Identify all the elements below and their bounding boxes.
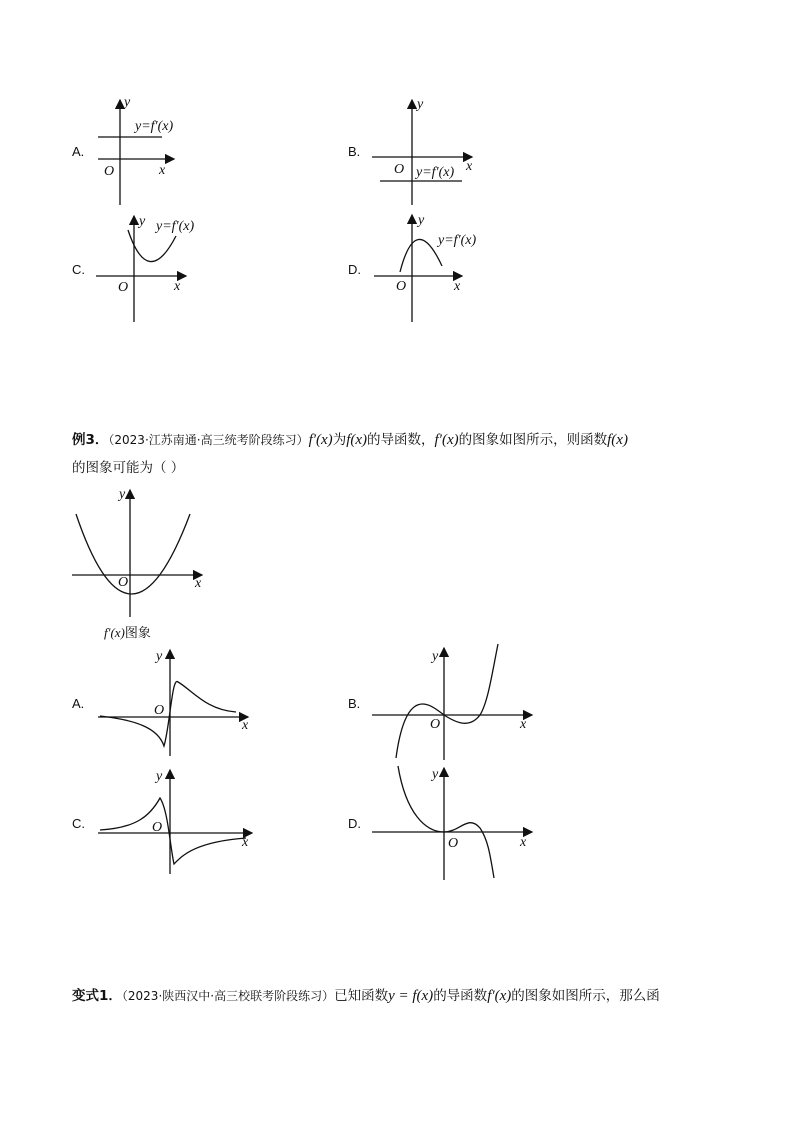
curve-label: y=f′(x) (438, 233, 477, 248)
x-axis-label: x (242, 718, 249, 733)
x-axis-label: x (174, 279, 181, 294)
option-d-label[interactable]: D. (348, 262, 361, 277)
derivative-curve (400, 239, 442, 272)
x-axis-label: x (466, 159, 473, 174)
choice-c-label[interactable]: C. (72, 816, 85, 831)
origin-label: O (104, 164, 115, 179)
derivative-curve (128, 230, 176, 262)
example3-line2: 的图象可能为（ ） (72, 460, 185, 476)
derivative-curve (76, 514, 190, 594)
y-axis-label: y (417, 97, 424, 112)
function-curve (100, 682, 236, 746)
y-axis-label: y (124, 95, 131, 110)
y-axis-label: y (119, 487, 126, 502)
function-curve (396, 644, 498, 758)
origin-label: O (118, 280, 129, 295)
variant1-heading: 变式1． (72, 988, 122, 1004)
choice-b-graph[interactable] (370, 644, 540, 762)
example3-caption: f′(x)图象 (104, 625, 151, 641)
origin-label: O (448, 836, 459, 851)
curve-label: y=f′(x) (135, 119, 174, 134)
y-axis-label: y (139, 214, 146, 229)
variant1-source: （2023·陕西汉中·高三校联考阶段练习） (121, 989, 335, 1003)
math-f: f(x) (607, 432, 628, 448)
math-fprime: f′(x) (487, 988, 512, 1004)
y-axis-label: y (432, 767, 439, 782)
curve-label: y=f′(x) (416, 165, 455, 180)
variant1-line1: 变式1．（2023·陕西汉中·高三校联考阶段练习）已知函数y = f(x)的导函数f′(x)的图象如图所示，那么函 (72, 988, 660, 1004)
x-axis-label: x (195, 576, 202, 591)
math-f: f(x) (346, 432, 368, 448)
choice-d-label[interactable]: D. (348, 816, 361, 831)
math-fprime: f′(x) (434, 432, 459, 448)
y-axis-label: y (156, 649, 163, 664)
example3-source: （2023·江苏南通·高三统考阶段练习） (108, 433, 309, 447)
example3-heading: 例3． (72, 432, 109, 448)
option-a-graph[interactable] (92, 92, 182, 207)
choice-a-label[interactable]: A. (72, 696, 85, 711)
option-a-label[interactable]: A. (72, 144, 85, 159)
origin-label: O (118, 575, 129, 590)
x-axis-label: x (454, 279, 461, 294)
origin-label: O (430, 717, 441, 732)
example3-line1: 例3．（2023·江苏南通·高三统考阶段练习）f′(x)为f(x)的导函数，f′(x)的图象如图所示，则函数f(x) (72, 432, 628, 448)
y-axis-label: y (156, 769, 163, 784)
origin-label: O (396, 279, 407, 294)
option-c-label[interactable]: C. (72, 262, 85, 277)
y-axis-label: y (418, 213, 425, 228)
choice-b-label[interactable]: B. (348, 696, 361, 711)
curve-label: y=f′(x) (156, 219, 195, 234)
choice-c-graph[interactable] (96, 766, 266, 876)
x-axis-label: x (159, 163, 166, 178)
option-b-label[interactable]: B. (348, 144, 361, 159)
choice-a-graph[interactable] (96, 646, 266, 756)
origin-label: O (152, 820, 163, 835)
math-fprime: f′(x) (308, 432, 333, 448)
x-axis-label: x (520, 717, 527, 732)
function-curve (398, 766, 494, 878)
choice-d-graph[interactable] (370, 764, 540, 882)
example3-derivative-graph (70, 484, 220, 619)
math-y-eq-f: y = f(x) (388, 988, 434, 1004)
origin-label: O (154, 703, 165, 718)
option-d-graph[interactable] (370, 210, 495, 325)
option-c-graph[interactable] (92, 210, 212, 325)
origin-label: O (394, 162, 405, 177)
x-axis-label: x (242, 835, 249, 850)
function-curve (100, 798, 246, 864)
option-b-graph[interactable] (370, 92, 485, 207)
x-axis-label: x (520, 835, 527, 850)
y-axis-label: y (432, 649, 439, 664)
